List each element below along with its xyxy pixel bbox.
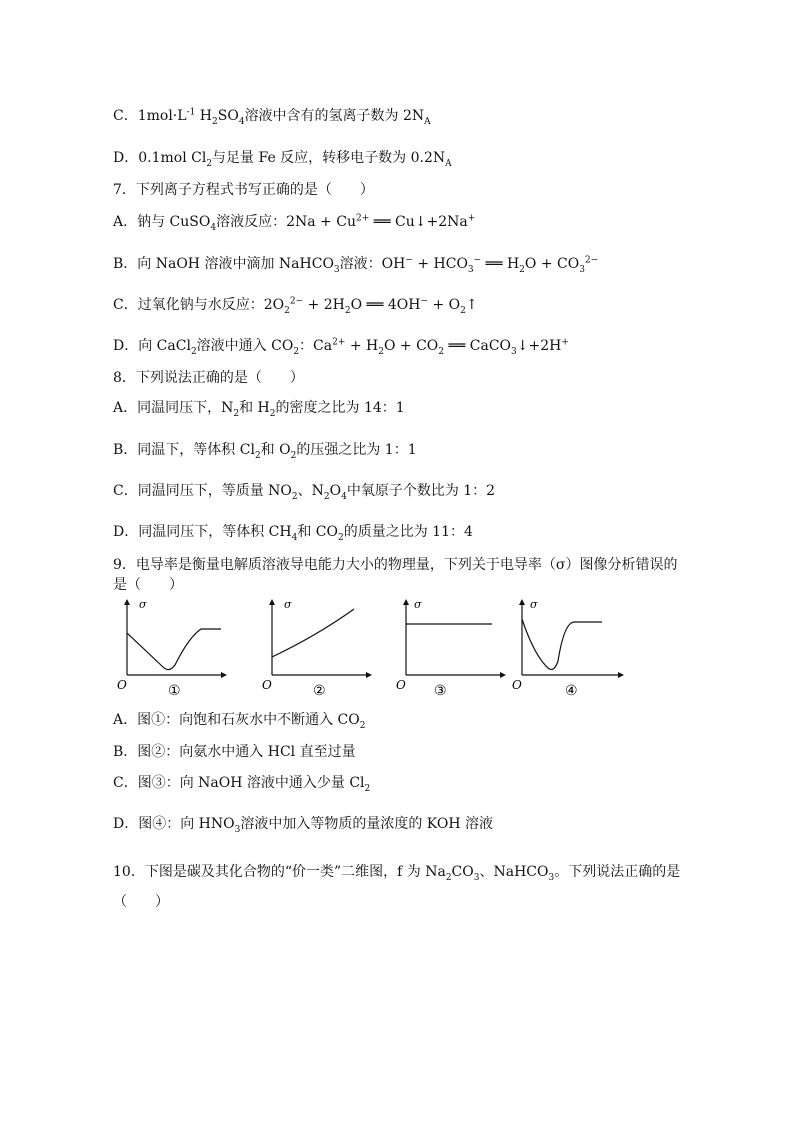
arrow-icon — [403, 599, 409, 605]
graph-3 — [392, 595, 512, 700]
graph-1-curve — [127, 629, 221, 670]
sigma-label: σ — [139, 598, 147, 611]
origin-label: O — [262, 678, 272, 692]
q8-option-b: B．同温下，等体积 $Cl_2$和 $O_2$的压强之比为 1：1 — [113, 442, 417, 461]
arrow-icon — [221, 672, 227, 678]
graph-3-svg — [392, 595, 512, 700]
arrow-icon — [269, 599, 275, 605]
q8-stem: 8．下列说法正确的是（ ） — [113, 370, 304, 386]
graph-1-label: ① — [168, 683, 181, 699]
graph-3-label: ③ — [434, 683, 447, 699]
q8-option-c: C．同温同压下，等质量 $NO_2$、$N_2O_4$中氧原子个数比为 1：2 — [113, 483, 496, 502]
q7-option-a: A．钠与 CuSO$_4$溶液反应：$2Na + Cu^{2+}$ ══ Cu↓+2Na+ — [113, 213, 476, 233]
graph-2-svg — [258, 595, 378, 700]
arrow-icon — [618, 672, 624, 678]
q6-option-d: D．0.1mol $Cl_2$与足量 Fe 反应，转移电子数为 $0.2N_A$ — [113, 150, 452, 169]
sigma-label: σ — [284, 598, 292, 611]
q7-option-b: B．向 NaOH 溶液中滴加 NaHCO$_3$溶液：$OH^- + HCO_3^-$ ══ $H_2O + CO_3^{2-}$ — [113, 255, 599, 275]
q10-stem: 10．下图是碳及其化合物的“价一类”二维图，f 为 $Na_2CO_3$、NaHCO$_3$。下列说法正确的是（ ） — [113, 864, 681, 910]
graph-1 — [113, 595, 233, 700]
q9-stem: 9．电导率是衡量电解质溶液导电能力大小的物理量，下列关于电导率（σ）图像分析错误的是（ ） — [113, 557, 678, 593]
sigma-label: σ — [530, 598, 538, 611]
q9-option-a: A．图①：向饱和石灰水中不断通入 $CO_2$ — [113, 712, 366, 731]
graph-2 — [258, 595, 378, 700]
q7-option-d: D．向 CaCl$_2$溶液中通入 $CO_2$：$Ca^{2+} + H_2O + CO_2$ ══ CaCO$_3$↓+2H+ — [113, 337, 569, 357]
q9-option-d: D．图④：向 $HNO_3$溶液中加入等物质的量浓度的 KOH 溶液 — [113, 816, 494, 835]
q8-option-a: A．同温同压下，$N_2$和 $H_2$的密度之比为 14：1 — [113, 400, 405, 419]
sigma-label: σ — [414, 598, 422, 611]
origin-label: O — [396, 678, 406, 692]
graph-4 — [508, 595, 628, 700]
arrow-icon — [366, 672, 372, 678]
arrow-icon — [124, 599, 130, 605]
q7-stem: 7．下列离子方程式书写正确的是（ ） — [113, 182, 374, 198]
q6-option-c: C．$1mol\cdot L^{-1}$ $H_2SO_4$溶液中含有的氢离子数为 $2N_A$ — [113, 107, 431, 127]
graph-2-curve — [272, 609, 354, 657]
q9-option-c: C．图③：向 NaOH 溶液中通入少量 $Cl_2$ — [113, 775, 371, 794]
q7-option-c: C．过氧化钠与水反应：$2O_2^{2-} + 2H_2O$ ══ $4OH^- + O_2↑$ — [113, 296, 478, 316]
graph-2-label: ② — [313, 683, 326, 699]
graph-4-svg — [508, 595, 628, 700]
graph-1-svg — [113, 595, 233, 700]
graph-4-label: ④ — [565, 683, 578, 699]
arrow-icon — [500, 672, 506, 678]
q9-option-b: B．图②：向氨水中通入 HCl 直至过量 — [113, 744, 356, 760]
origin-label: O — [117, 678, 127, 692]
q8-option-d: D．同温同压下，等体积 $CH_4$和 $CO_2$的质量之比为 11：4 — [113, 524, 473, 543]
arrow-icon — [519, 599, 525, 605]
origin-label: O — [512, 678, 522, 692]
graph-4-curve — [522, 619, 602, 669]
